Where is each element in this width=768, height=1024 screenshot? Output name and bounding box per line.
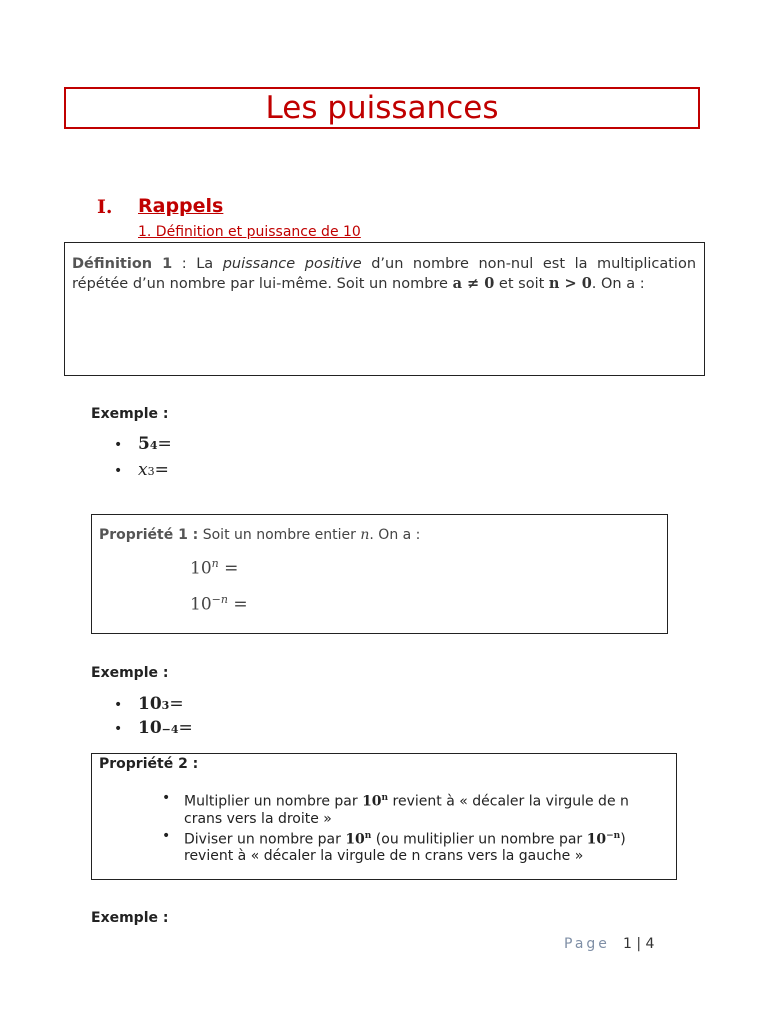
- page-number: 1 | 4: [623, 936, 655, 952]
- property-1-var: n: [360, 527, 370, 543]
- property-1-box: [91, 514, 668, 634]
- example-label-2: Exemple :: [91, 665, 169, 681]
- math-base: 10: [138, 694, 162, 714]
- property-2-list: [162, 790, 670, 865]
- math-base: x: [138, 460, 148, 480]
- item-text: Diviser un nombre par: [184, 831, 346, 848]
- math-equals: =: [178, 718, 193, 738]
- math-exponent: −n: [606, 830, 621, 841]
- definition-sep: :: [172, 256, 197, 272]
- math-base: 10: [190, 594, 212, 615]
- condition-a: a ≠ 0: [452, 275, 495, 292]
- example-list-1: [114, 434, 172, 486]
- definition-text-1: La: [196, 256, 223, 272]
- section-title: Rappels: [138, 195, 224, 217]
- bullet-icon: •: [114, 721, 123, 737]
- math-exponent: 3: [147, 465, 155, 478]
- bullet-icon: •: [114, 437, 123, 453]
- page-label: Page: [564, 936, 610, 952]
- definition-text-3: et soit: [494, 276, 549, 292]
- math-base: 10: [345, 831, 365, 848]
- math-equals: =: [218, 558, 239, 579]
- list-item: [162, 790, 670, 828]
- condition-n: n > 0: [548, 275, 592, 292]
- property-2-box: [91, 753, 677, 880]
- bullet-icon: •: [162, 827, 171, 844]
- item-text: Multiplier un nombre par: [184, 793, 363, 810]
- definition-text-4: . On a :: [591, 276, 645, 292]
- definition-text-2: d’un nombre non-nul est la multiplication répétée d’un nombre par lui-même. Soit un nombre: [72, 256, 697, 292]
- math-equals: =: [169, 694, 184, 714]
- example-label-1: Exemple :: [91, 406, 169, 422]
- example-list-2: [114, 694, 193, 742]
- math-equals: =: [154, 460, 169, 480]
- subsection-title: 1. Définition et puissance de 10: [138, 224, 361, 240]
- list-item: [114, 460, 172, 486]
- math-base: 5: [138, 434, 150, 454]
- item-text: revient à « décaler la virgule de n crans vers la droite »: [184, 793, 629, 827]
- equation: [190, 557, 238, 579]
- definition-emphasis: puissance positive: [222, 256, 362, 272]
- math-base: 10: [190, 558, 212, 579]
- bullet-icon: •: [114, 697, 123, 713]
- definition-box: [64, 242, 705, 376]
- math-exponent: n: [364, 830, 372, 841]
- item-text: revient à « décaler la virgule de n crans vers la gauche »: [184, 848, 584, 865]
- bullet-icon: •: [114, 463, 123, 479]
- bullet-icon: •: [162, 790, 171, 806]
- item-text: ): [620, 831, 626, 848]
- math-exponent: n: [381, 793, 389, 803]
- example-label-3: Exemple :: [91, 910, 169, 926]
- list-item: [114, 434, 172, 460]
- list-item: [114, 718, 193, 742]
- equation: [190, 593, 248, 615]
- property-1-text: Soit un nombre entier: [198, 527, 361, 543]
- math-exponent: −n: [211, 593, 228, 606]
- definition-label: Définition 1: [72, 256, 173, 272]
- title-box: [64, 87, 700, 129]
- math-base: 10: [586, 831, 607, 848]
- section-number: I.: [97, 196, 113, 218]
- math-exponent: n: [211, 557, 219, 570]
- list-item: [114, 694, 193, 718]
- property-2-label: Propriété 2 :: [99, 756, 199, 772]
- math-exponent: 4: [149, 439, 158, 452]
- math-base: 10: [362, 793, 382, 810]
- property-1-text-2: . On a :: [369, 527, 421, 543]
- math-equals: =: [157, 434, 172, 454]
- math-equals: =: [227, 594, 248, 615]
- property-1-label: Propriété 1 :: [99, 527, 199, 543]
- list-item: [162, 828, 670, 866]
- math-base: 10: [138, 718, 162, 738]
- math-exponent: 3: [161, 699, 170, 712]
- math-exponent: −4: [161, 723, 179, 736]
- list-item-text: [184, 790, 670, 828]
- page-title: Les puissances: [265, 90, 499, 126]
- item-text: (ou mulitiplier un nombre par: [371, 831, 587, 848]
- list-item-text: [184, 828, 670, 866]
